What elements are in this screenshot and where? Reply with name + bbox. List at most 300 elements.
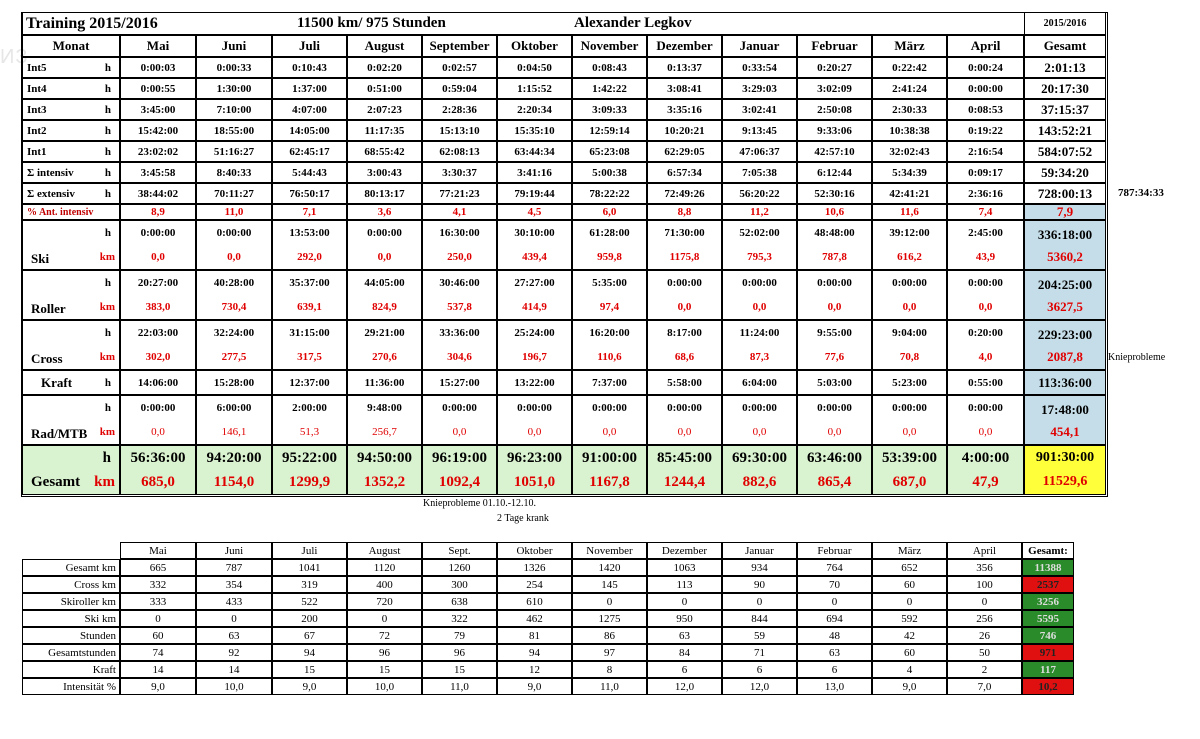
unit-km: km bbox=[94, 474, 115, 490]
hours-value: 0:00:00 bbox=[592, 402, 627, 414]
plan-total-red: 2537 bbox=[1022, 576, 1074, 593]
data-cell: 0:00:24 bbox=[947, 57, 1024, 78]
data-cell: 23:02:02 bbox=[120, 141, 196, 162]
hours-value: 20:27:00 bbox=[137, 277, 179, 289]
sport-name: Cross bbox=[31, 351, 63, 366]
hours-value: 0:00:00 bbox=[442, 402, 477, 414]
hours-value: 33:36:00 bbox=[439, 327, 480, 339]
data-cell: 1:37:00 bbox=[272, 78, 347, 99]
month-header: Oktober bbox=[497, 35, 572, 57]
plan-cell: 0 bbox=[947, 593, 1022, 610]
gesamt-cell bbox=[347, 445, 422, 495]
plan-cell: 665 bbox=[120, 559, 196, 576]
hours-value: 30:46:00 bbox=[439, 277, 480, 289]
pct-cell: 7,4 bbox=[947, 204, 1024, 220]
unit-km: km bbox=[99, 301, 115, 313]
sport-label bbox=[22, 395, 120, 445]
sheet-title: Training 2015/2016 bbox=[26, 14, 158, 32]
sport-name: Rad/MTB bbox=[31, 426, 88, 441]
km-value: 730,4 bbox=[221, 301, 247, 313]
plan-cell: 934 bbox=[722, 559, 797, 576]
watermark: ИЗ bbox=[0, 46, 29, 68]
data-cell: 0:00:33 bbox=[196, 57, 272, 78]
sport-cell bbox=[872, 320, 947, 370]
km-value: 1167,8 bbox=[589, 474, 630, 490]
plan-month-header: März bbox=[872, 542, 947, 559]
data-cell: 72:49:26 bbox=[647, 183, 722, 204]
sport-cell bbox=[196, 395, 272, 445]
km-value: 4,0 bbox=[978, 351, 993, 363]
plan-cell: 90 bbox=[722, 576, 797, 593]
gesamt-label bbox=[22, 445, 120, 495]
km-value: 43,9 bbox=[975, 251, 996, 263]
hours-value: 61:28:00 bbox=[589, 227, 630, 239]
athlete-name: Alexander Legkov bbox=[574, 15, 692, 31]
plan-month-header: April bbox=[947, 542, 1022, 559]
km-value: 97,4 bbox=[599, 301, 620, 313]
hours-value: 31:15:00 bbox=[289, 327, 330, 339]
plan-cell: 71 bbox=[722, 644, 797, 661]
hours-value: 8:17:00 bbox=[667, 327, 702, 339]
hours-total: 336:18:00 bbox=[1037, 227, 1093, 242]
plan-cell: 1120 bbox=[347, 559, 422, 576]
km-value: 304,6 bbox=[447, 351, 472, 363]
plan-cell: 0 bbox=[872, 593, 947, 610]
unit-km: km bbox=[99, 251, 115, 263]
month-header: November bbox=[572, 35, 647, 57]
data-cell: 4:07:00 bbox=[272, 99, 347, 120]
plan-cell: 0 bbox=[120, 610, 196, 627]
kraft-cell: 6:04:00 bbox=[722, 370, 797, 395]
plan-cell: 0 bbox=[647, 593, 722, 610]
hours-value: 52:02:00 bbox=[739, 227, 780, 239]
plan-cell: 70 bbox=[797, 576, 872, 593]
hours-value: 53:39:00 bbox=[882, 450, 937, 466]
sport-cell bbox=[196, 220, 272, 270]
hours-value: 56:36:00 bbox=[130, 450, 186, 466]
plan-month-header: Oktober bbox=[497, 542, 572, 559]
data-cell: 3:41:16 bbox=[497, 162, 572, 183]
kraft-name: Kraft bbox=[41, 374, 73, 390]
hours-value: 39:12:00 bbox=[889, 227, 930, 239]
hours-value: 16:30:00 bbox=[439, 227, 480, 239]
km-value: 0,0 bbox=[677, 426, 692, 438]
hours-value: 9:48:00 bbox=[367, 402, 402, 414]
km-value: 292,0 bbox=[297, 251, 322, 263]
data-cell: 8:40:33 bbox=[196, 162, 272, 183]
data-cell: 1:30:00 bbox=[196, 78, 272, 99]
sport-cell bbox=[347, 320, 422, 370]
plan-month-header: August bbox=[347, 542, 422, 559]
plan-month-header: Juli bbox=[272, 542, 347, 559]
sport-cell bbox=[797, 270, 872, 320]
km-value: 0,0 bbox=[902, 426, 917, 438]
plan-cell: 14 bbox=[196, 661, 272, 678]
data-cell: 0:22:42 bbox=[872, 57, 947, 78]
sport-cell bbox=[647, 395, 722, 445]
data-cell: 79:19:44 bbox=[497, 183, 572, 204]
plan-cell: 72 bbox=[347, 627, 422, 644]
km-value: 51,3 bbox=[299, 426, 320, 438]
data-cell: 56:20:22 bbox=[722, 183, 797, 204]
row-unit: h bbox=[104, 82, 111, 95]
plan-cell: 764 bbox=[797, 559, 872, 576]
hours-value: 30:10:00 bbox=[514, 227, 555, 239]
sport-cell bbox=[347, 220, 422, 270]
plan-cell: 610 bbox=[497, 593, 572, 610]
plan-cell: 4 bbox=[872, 661, 947, 678]
km-value: 414,9 bbox=[522, 301, 547, 313]
sport-cell bbox=[120, 320, 196, 370]
pct-cell: 7,1 bbox=[272, 204, 347, 220]
plan-cell: 8 bbox=[572, 661, 647, 678]
sheet-goal: 11500 km/ 975 Stunden bbox=[297, 15, 446, 31]
data-cell: 62:08:13 bbox=[422, 141, 497, 162]
plan-row-label: Cross km bbox=[22, 576, 120, 593]
row-unit: h bbox=[104, 145, 111, 158]
hours-value: 9:55:00 bbox=[817, 327, 852, 339]
note-knee: Knieprobleme 01.10.-12.10. bbox=[423, 498, 537, 509]
data-cell: 0:00:00 bbox=[947, 78, 1024, 99]
plan-cell: 59 bbox=[722, 627, 797, 644]
hours-value: 2:00:00 bbox=[292, 402, 327, 414]
row-label bbox=[22, 183, 120, 204]
plan-row-label: Kraft bbox=[22, 661, 120, 678]
unit-h: h bbox=[104, 227, 111, 239]
row-name: Int2 bbox=[27, 124, 47, 137]
plan-cell: 9,0 bbox=[120, 678, 196, 695]
plan-cell: 13,0 bbox=[797, 678, 872, 695]
km-value: 865,4 bbox=[817, 474, 852, 490]
km-value: 882,6 bbox=[742, 474, 777, 490]
data-cell: 9:33:06 bbox=[797, 120, 872, 141]
title-row bbox=[22, 12, 1024, 35]
plan-cell: 6 bbox=[647, 661, 722, 678]
extensiv-note: 787:34:33 bbox=[1118, 187, 1164, 199]
gesamt-cell bbox=[196, 445, 272, 495]
hours-total: 204:25:00 bbox=[1037, 277, 1093, 292]
plan-cell: 356 bbox=[947, 559, 1022, 576]
plan-cell: 6 bbox=[722, 661, 797, 678]
km-value: 0,0 bbox=[902, 301, 917, 313]
km-value: 639,1 bbox=[297, 301, 322, 313]
plan-cell: 2 bbox=[947, 661, 1022, 678]
data-cell: 3:02:41 bbox=[722, 99, 797, 120]
kraft-cell: 5:23:00 bbox=[872, 370, 947, 395]
km-value: 1092,4 bbox=[438, 474, 481, 490]
plan-cell: 200 bbox=[272, 610, 347, 627]
header-monat: Monat bbox=[22, 35, 120, 57]
plan-cell: 1420 bbox=[572, 559, 647, 576]
pct-cell: 8,8 bbox=[647, 204, 722, 220]
plan-row-label: Gesamt km bbox=[22, 559, 120, 576]
data-cell: 6:12:44 bbox=[797, 162, 872, 183]
kraft-label bbox=[22, 370, 120, 395]
plan-total-red: 971 bbox=[1022, 644, 1074, 661]
month-header: Dezember bbox=[647, 35, 722, 57]
plan-cell: 9,0 bbox=[872, 678, 947, 695]
hours-value: 5:35:00 bbox=[592, 277, 627, 289]
kraft-cell: 15:28:00 bbox=[196, 370, 272, 395]
km-value: 0,0 bbox=[752, 426, 767, 438]
data-cell: 3:08:41 bbox=[647, 78, 722, 99]
data-cell: 2:36:16 bbox=[947, 183, 1024, 204]
data-cell: 77:21:23 bbox=[422, 183, 497, 204]
plan-cell: 48 bbox=[797, 627, 872, 644]
data-cell: 0:13:37 bbox=[647, 57, 722, 78]
data-cell: 3:09:33 bbox=[572, 99, 647, 120]
data-cell: 7:10:00 bbox=[196, 99, 272, 120]
season-label: 2015/2016 bbox=[1024, 12, 1106, 35]
row-unit: h bbox=[104, 61, 111, 74]
hours-value: 0:00:00 bbox=[367, 227, 402, 239]
plan-cell: 9,0 bbox=[497, 678, 572, 695]
plan-row-label: Ski km bbox=[22, 610, 120, 627]
km-value: 77,6 bbox=[824, 351, 845, 363]
km-value: 1154,0 bbox=[213, 474, 255, 490]
km-value: 70,8 bbox=[899, 351, 920, 363]
data-cell: 68:55:42 bbox=[347, 141, 422, 162]
plan-cell: 63 bbox=[196, 627, 272, 644]
sport-cell bbox=[497, 395, 572, 445]
hours-value: 4:00:00 bbox=[961, 450, 1010, 466]
month-header: August bbox=[347, 35, 422, 57]
plan-month-header: Januar bbox=[722, 542, 797, 559]
sport-cell bbox=[422, 320, 497, 370]
data-cell: 62:29:05 bbox=[647, 141, 722, 162]
cross-note: Knieprobleme bbox=[1108, 352, 1166, 363]
unit-km: km bbox=[99, 351, 115, 363]
hours-value: 44:05:00 bbox=[364, 277, 405, 289]
kraft-cell: 7:37:00 bbox=[572, 370, 647, 395]
plan-total-green: 746 bbox=[1022, 627, 1074, 644]
plan-cell: 15 bbox=[422, 661, 497, 678]
row-name: Σ extensiv bbox=[27, 187, 75, 200]
kraft-total: 113:36:00 bbox=[1024, 370, 1106, 395]
data-cell: 42:57:10 bbox=[797, 141, 872, 162]
sport-cell bbox=[797, 220, 872, 270]
km-value: 0,0 bbox=[978, 301, 993, 313]
sport-label bbox=[22, 270, 120, 320]
plan-cell: 322 bbox=[422, 610, 497, 627]
sport-name: Roller bbox=[31, 301, 66, 316]
hours-total: 17:48:00 bbox=[1041, 402, 1089, 417]
sport-cell bbox=[422, 270, 497, 320]
data-cell: 63:44:34 bbox=[497, 141, 572, 162]
row-total: 584:07:52 bbox=[1024, 141, 1106, 162]
km-value: 1051,0 bbox=[513, 474, 556, 490]
sport-cell bbox=[647, 320, 722, 370]
data-cell: 0:02:20 bbox=[347, 57, 422, 78]
row-label bbox=[22, 99, 120, 120]
km-value: 0,0 bbox=[827, 301, 842, 313]
data-cell: 7:05:38 bbox=[722, 162, 797, 183]
data-cell: 2:30:33 bbox=[872, 99, 947, 120]
plan-cell: 694 bbox=[797, 610, 872, 627]
km-total: 3627,5 bbox=[1047, 299, 1083, 314]
km-value: 959,8 bbox=[597, 251, 622, 263]
plan-cell: 10,0 bbox=[196, 678, 272, 695]
km-value: 1299,9 bbox=[288, 474, 331, 490]
data-cell: 2:20:34 bbox=[497, 99, 572, 120]
plan-month-header: Februar bbox=[797, 542, 872, 559]
month-header: März bbox=[872, 35, 947, 57]
hours-value: 29:21:00 bbox=[364, 327, 405, 339]
sport-cell bbox=[872, 395, 947, 445]
data-cell: 15:42:00 bbox=[120, 120, 196, 141]
km-value: 196,7 bbox=[522, 351, 547, 363]
plan-cell: 0 bbox=[797, 593, 872, 610]
row-total: 59:34:20 bbox=[1024, 162, 1106, 183]
row-label bbox=[22, 78, 120, 99]
hours-value: 94:20:00 bbox=[206, 450, 262, 466]
row-name: Int3 bbox=[27, 103, 47, 116]
km-value: 687,0 bbox=[892, 474, 927, 490]
hours-value: 25:24:00 bbox=[514, 327, 555, 339]
plan-cell: 50 bbox=[947, 644, 1022, 661]
data-cell: 1:15:52 bbox=[497, 78, 572, 99]
km-value: 0,0 bbox=[452, 426, 467, 438]
pct-cell: 11,0 bbox=[196, 204, 272, 220]
km-value: 0,0 bbox=[377, 251, 392, 263]
data-cell: 0:19:22 bbox=[947, 120, 1024, 141]
data-cell: 18:55:00 bbox=[196, 120, 272, 141]
plan-cell: 433 bbox=[196, 593, 272, 610]
plan-cell: 60 bbox=[872, 644, 947, 661]
km-value: 0,0 bbox=[151, 426, 165, 438]
gesamt-cell bbox=[422, 445, 497, 495]
gesamt-cell bbox=[797, 445, 872, 495]
data-cell: 3:45:58 bbox=[120, 162, 196, 183]
sport-cell bbox=[722, 220, 797, 270]
km-value: 317,5 bbox=[297, 351, 322, 363]
km-value: 47,9 bbox=[972, 474, 999, 490]
row-total: 2:01:13 bbox=[1024, 57, 1106, 78]
plan-cell: 254 bbox=[497, 576, 572, 593]
data-cell: 0:02:57 bbox=[422, 57, 497, 78]
data-cell: 0:51:00 bbox=[347, 78, 422, 99]
row-unit: h bbox=[104, 166, 111, 179]
data-cell: 0:10:43 bbox=[272, 57, 347, 78]
pct-cell: 6,0 bbox=[572, 204, 647, 220]
sport-cell bbox=[722, 320, 797, 370]
note-sick: 2 Tage krank bbox=[497, 513, 549, 524]
kraft-cell: 15:27:00 bbox=[422, 370, 497, 395]
data-cell: 2:28:36 bbox=[422, 99, 497, 120]
plan-cell: 1275 bbox=[572, 610, 647, 627]
sport-cell bbox=[722, 270, 797, 320]
km-value: 0,0 bbox=[602, 426, 617, 438]
pct-cell: 10,6 bbox=[797, 204, 872, 220]
data-cell: 3:30:37 bbox=[422, 162, 497, 183]
hours-value: 85:45:00 bbox=[657, 450, 712, 466]
sport-cell bbox=[272, 320, 347, 370]
plan-cell: 12 bbox=[497, 661, 572, 678]
row-label bbox=[22, 141, 120, 162]
data-cell: 76:50:17 bbox=[272, 183, 347, 204]
hours-value: 2:45:00 bbox=[968, 227, 1003, 239]
data-cell: 0:20:27 bbox=[797, 57, 872, 78]
hours-value: 0:00:00 bbox=[667, 402, 702, 414]
hours-value: 22:03:00 bbox=[137, 327, 179, 339]
hours-value: 95:22:00 bbox=[282, 450, 337, 466]
data-cell: 2:41:24 bbox=[872, 78, 947, 99]
plan-cell: 354 bbox=[196, 576, 272, 593]
plan-cell: 844 bbox=[722, 610, 797, 627]
month-header: April bbox=[947, 35, 1024, 57]
sport-cell bbox=[120, 395, 196, 445]
hours-value: 0:00:00 bbox=[667, 277, 702, 289]
hours-value: 0:00:00 bbox=[517, 402, 552, 414]
hours-value: 63:46:00 bbox=[807, 450, 862, 466]
sport-cell bbox=[120, 220, 196, 270]
gesamt-total bbox=[1024, 445, 1106, 495]
data-cell: 0:59:04 bbox=[422, 78, 497, 99]
unit-h: h bbox=[104, 402, 111, 414]
sport-cell bbox=[572, 270, 647, 320]
km-value: 270,6 bbox=[372, 351, 397, 363]
sport-cell bbox=[947, 395, 1024, 445]
data-cell: 10:20:21 bbox=[647, 120, 722, 141]
hours-value: 48:48:00 bbox=[814, 227, 855, 239]
sport-label bbox=[22, 320, 120, 370]
data-cell: 3:45:00 bbox=[120, 99, 196, 120]
hours-value: 0:00:00 bbox=[968, 402, 1003, 414]
pct-cell: 4,1 bbox=[422, 204, 497, 220]
data-cell: 2:16:54 bbox=[947, 141, 1024, 162]
hours-value: 13:53:00 bbox=[289, 227, 330, 239]
plan-cell: 145 bbox=[572, 576, 647, 593]
data-cell: 0:00:03 bbox=[120, 57, 196, 78]
kraft-cell: 12:37:00 bbox=[272, 370, 347, 395]
data-cell: 5:34:39 bbox=[872, 162, 947, 183]
km-value: 383,0 bbox=[145, 301, 171, 313]
sport-cell bbox=[872, 220, 947, 270]
km-value: 302,0 bbox=[145, 351, 171, 363]
sport-cell bbox=[497, 270, 572, 320]
plan-cell: 319 bbox=[272, 576, 347, 593]
km-value: 0,0 bbox=[227, 251, 241, 263]
hours-value: 0:00:00 bbox=[742, 402, 777, 414]
plan-cell: 94 bbox=[272, 644, 347, 661]
plan-cell: 950 bbox=[647, 610, 722, 627]
hours-total: 229:23:00 bbox=[1037, 327, 1093, 342]
sport-cell bbox=[196, 320, 272, 370]
sport-cell bbox=[947, 270, 1024, 320]
row-unit: h bbox=[104, 124, 111, 137]
plan-cell: 462 bbox=[497, 610, 572, 627]
plan-cell: 79 bbox=[422, 627, 497, 644]
row-total: 728:00:13 bbox=[1024, 183, 1106, 204]
data-cell: 70:11:27 bbox=[196, 183, 272, 204]
plan-cell: 100 bbox=[947, 576, 1022, 593]
km-value: 0,0 bbox=[151, 251, 165, 263]
sport-label bbox=[22, 220, 120, 270]
month-header: Januar bbox=[722, 35, 797, 57]
gesamt-cell bbox=[497, 445, 572, 495]
data-cell: 32:02:43 bbox=[872, 141, 947, 162]
km-value: 1352,2 bbox=[363, 474, 406, 490]
gesamt-cell bbox=[120, 445, 196, 495]
hours-value: 27:27:00 bbox=[514, 277, 555, 289]
plan-row-label: Skiroller km bbox=[22, 593, 120, 610]
plan-cell: 15 bbox=[347, 661, 422, 678]
data-cell: 62:45:17 bbox=[272, 141, 347, 162]
unit-h: h bbox=[104, 327, 111, 339]
sport-cell bbox=[947, 320, 1024, 370]
data-cell: 38:44:02 bbox=[120, 183, 196, 204]
hours-value: 0:00:00 bbox=[216, 227, 252, 239]
